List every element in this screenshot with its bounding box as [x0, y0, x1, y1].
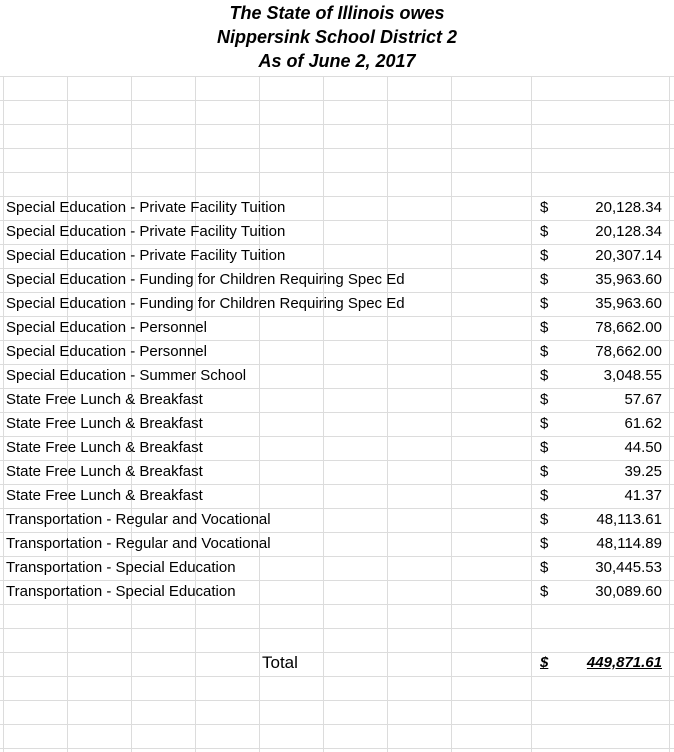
row-currency-symbol[interactable]: $	[540, 319, 549, 336]
row-description[interactable]: Special Education - Funding for Children Requiring Spec Ed	[6, 295, 405, 312]
row-amount[interactable]: 20,307.14	[595, 247, 662, 264]
row-amount[interactable]: 30,089.60	[595, 583, 662, 600]
table-row	[0, 340, 674, 364]
row-amount[interactable]: 44.50	[624, 439, 662, 456]
title-block	[0, 0, 674, 76]
table-row	[0, 196, 674, 220]
row-amount[interactable]: 78,662.00	[595, 319, 662, 336]
row-currency-symbol[interactable]: $	[540, 247, 549, 264]
row-currency-symbol[interactable]: $	[540, 343, 549, 360]
table-row	[0, 412, 674, 436]
row-description[interactable]: Special Education - Summer School	[6, 367, 247, 384]
row-description[interactable]: Special Education - Private Facility Tuition	[6, 199, 286, 216]
row-description[interactable]: State Free Lunch & Breakfast	[6, 463, 203, 480]
row-description[interactable]: Special Education - Personnel	[6, 319, 207, 336]
row-description[interactable]: State Free Lunch & Breakfast	[6, 415, 203, 432]
row-currency-symbol[interactable]: $	[540, 487, 549, 504]
row-description[interactable]: Transportation - Regular and Vocational	[6, 511, 271, 528]
row-amount[interactable]: 20,128.34	[595, 199, 662, 216]
row-amount[interactable]: 48,113.61	[596, 511, 662, 528]
row-description[interactable]: Special Education - Private Facility Tuition	[6, 223, 286, 240]
row-currency-symbol[interactable]: $	[540, 295, 549, 312]
row-description[interactable]: Transportation - Special Education	[6, 559, 236, 576]
title-line-3[interactable]: As of June 2, 2017	[258, 51, 416, 71]
row-description[interactable]: State Free Lunch & Breakfast	[6, 487, 203, 504]
title-line-1[interactable]: The State of Illinois owes	[229, 3, 445, 23]
row-amount[interactable]: 30,445.53	[595, 559, 662, 576]
row-description[interactable]: State Free Lunch & Breakfast	[6, 391, 203, 408]
row-amount[interactable]: 48,114.89	[596, 535, 662, 552]
row-currency-symbol[interactable]: $	[540, 199, 549, 216]
title-line-2[interactable]: Nippersink School District 2	[216, 27, 458, 47]
table-row	[0, 508, 674, 532]
row-description[interactable]: Special Education - Personnel	[6, 343, 207, 360]
row-amount[interactable]: 20,128.34	[595, 223, 662, 240]
row-currency-symbol[interactable]: $	[540, 535, 549, 552]
row-amount[interactable]: 41.37	[624, 487, 662, 504]
row-amount[interactable]: 78,662.00	[595, 343, 662, 360]
row-description[interactable]: Special Education - Funding for Children Requiring Spec Ed	[6, 271, 405, 288]
table-row	[0, 268, 674, 292]
row-currency-symbol[interactable]: $	[540, 463, 549, 480]
row-description[interactable]: Transportation - Special Education	[6, 583, 236, 600]
row-currency-symbol[interactable]: $	[540, 223, 549, 240]
row-currency-symbol[interactable]: $	[540, 367, 549, 384]
table-row	[0, 388, 674, 412]
row-amount[interactable]: 39.25	[624, 463, 662, 480]
row-currency-symbol[interactable]: $	[540, 415, 549, 432]
row-currency-symbol[interactable]: $	[540, 439, 549, 456]
row-currency-symbol[interactable]: $	[540, 583, 549, 600]
total-currency-symbol[interactable]: $	[540, 654, 549, 671]
row-currency-symbol[interactable]: $	[540, 271, 549, 288]
row-currency-symbol[interactable]: $	[540, 511, 549, 528]
total-amount[interactable]: 449,871.61	[586, 654, 662, 671]
row-description[interactable]: State Free Lunch & Breakfast	[6, 439, 203, 456]
row-currency-symbol[interactable]: $	[540, 391, 549, 408]
row-currency-symbol[interactable]: $	[540, 559, 549, 576]
table-row	[0, 532, 674, 556]
row-description[interactable]: Special Education - Private Facility Tuition	[6, 247, 286, 264]
table-row	[0, 292, 674, 316]
table-row	[0, 436, 674, 460]
row-amount[interactable]: 35,963.60	[595, 271, 662, 288]
table-row	[0, 484, 674, 508]
table-row	[0, 460, 674, 484]
total-label[interactable]: Total	[262, 653, 298, 672]
table-row	[0, 220, 674, 244]
row-description[interactable]: Transportation - Regular and Vocational	[6, 535, 271, 552]
table-row	[0, 556, 674, 580]
table-row	[0, 364, 674, 388]
row-amount[interactable]: 57.67	[624, 391, 662, 408]
row-amount[interactable]: 35,963.60	[595, 295, 662, 312]
table-row	[0, 580, 674, 604]
table-row	[0, 244, 674, 268]
row-amount[interactable]: 61.62	[624, 415, 662, 432]
row-amount[interactable]: 3,048.55	[603, 367, 662, 384]
table-row	[0, 316, 674, 340]
